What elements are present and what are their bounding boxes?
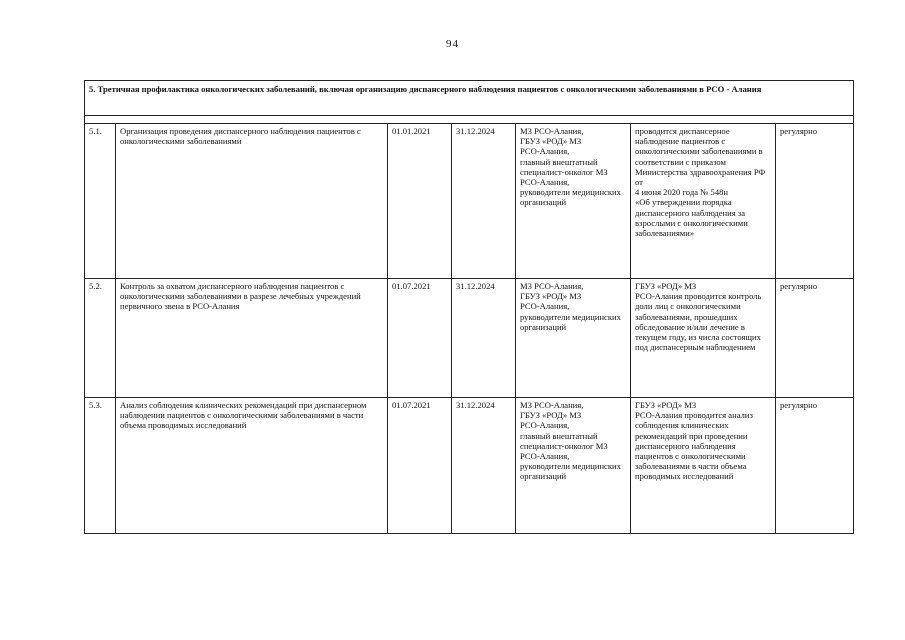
table-row xyxy=(85,124,854,279)
item-task: Организация проведения диспансерного наблюдения пациентов с онкологическими заболеваниями xyxy=(116,124,388,279)
item-number: 5.2. xyxy=(85,279,116,398)
item-responsible: МЗ РСО-Алания, ГБУЗ «РОД» МЗ РСО-Алания, руководители медицинских организаций xyxy=(516,279,631,398)
plan-table xyxy=(84,80,854,534)
item-description: проводится диспансерное наблюдение пациентов с онкологическими заболеваниями в соответствии с приказом Министерства здравоохранения РФ от 4 июня 2020 года № 548н «Об утверждении порядка диспансерного наблюдения за взрослыми с онкологическими заболеваниями» xyxy=(631,124,776,279)
page-number: 94 xyxy=(446,38,459,50)
item-start-date: 01.07.2021 xyxy=(388,279,452,398)
item-responsible: МЗ РСО-Алания, ГБУЗ «РОД» МЗ РСО-Алания, главный внештатный специалист-онколог МЗ РСО-Алания, руководители медицинских организаций xyxy=(516,398,631,534)
section-title: 5. Третичная профилактика онкологических заболеваний, включая организацию диспансерного наблюдения пациентов с онкологическими заболеваниями в РСО - Алания xyxy=(85,81,854,116)
item-periodicity: регулярно xyxy=(776,124,854,279)
item-start-date: 01.01.2021 xyxy=(388,124,452,279)
item-end-date: 31.12.2024 xyxy=(452,279,516,398)
item-end-date: 31.12.2024 xyxy=(452,124,516,279)
item-number: 5.3. xyxy=(85,398,116,534)
item-periodicity: регулярно xyxy=(776,398,854,534)
table-row xyxy=(85,398,854,534)
table-row xyxy=(85,279,854,398)
item-description: ГБУЗ «РОД» МЗ РСО-Алания проводится контроль доли лиц с онкологическими заболеваниями, прошедших обследование и/или лечение в текущем году, из числа состоящих под диспансерным наблюдением xyxy=(631,279,776,398)
spacer-row xyxy=(85,116,854,124)
item-end-date: 31.12.2024 xyxy=(452,398,516,534)
spacer-cell xyxy=(85,116,854,124)
section-header-row xyxy=(85,81,854,116)
item-number: 5.1. xyxy=(85,124,116,279)
item-start-date: 01.07.2021 xyxy=(388,398,452,534)
item-description: ГБУЗ «РОД» МЗ РСО-Алания проводится анализ соблюдения клинических рекомендаций при проведении диспансерного наблюдения пациентов с онкологическими заболеваниями в части объема проводимых исследований xyxy=(631,398,776,534)
item-task: Анализ соблюдения клинических рекомендаций при диспансерном наблюдении пациентов с онкологическими заболеваниями в части объема проводимых исследований xyxy=(116,398,388,534)
item-task: Контроль за охватом диспансерного наблюдения пациентов с онкологическими заболеваниями в разрезе лечебных учреждений первичного звена в РСО-Алания xyxy=(116,279,388,398)
item-responsible: МЗ РСО-Алания, ГБУЗ «РОД» МЗ РСО-Алания, главный внештатный специалист-онколог МЗ РСО-Алания, руководители медицинских организаций xyxy=(516,124,631,279)
item-periodicity: регулярно xyxy=(776,279,854,398)
